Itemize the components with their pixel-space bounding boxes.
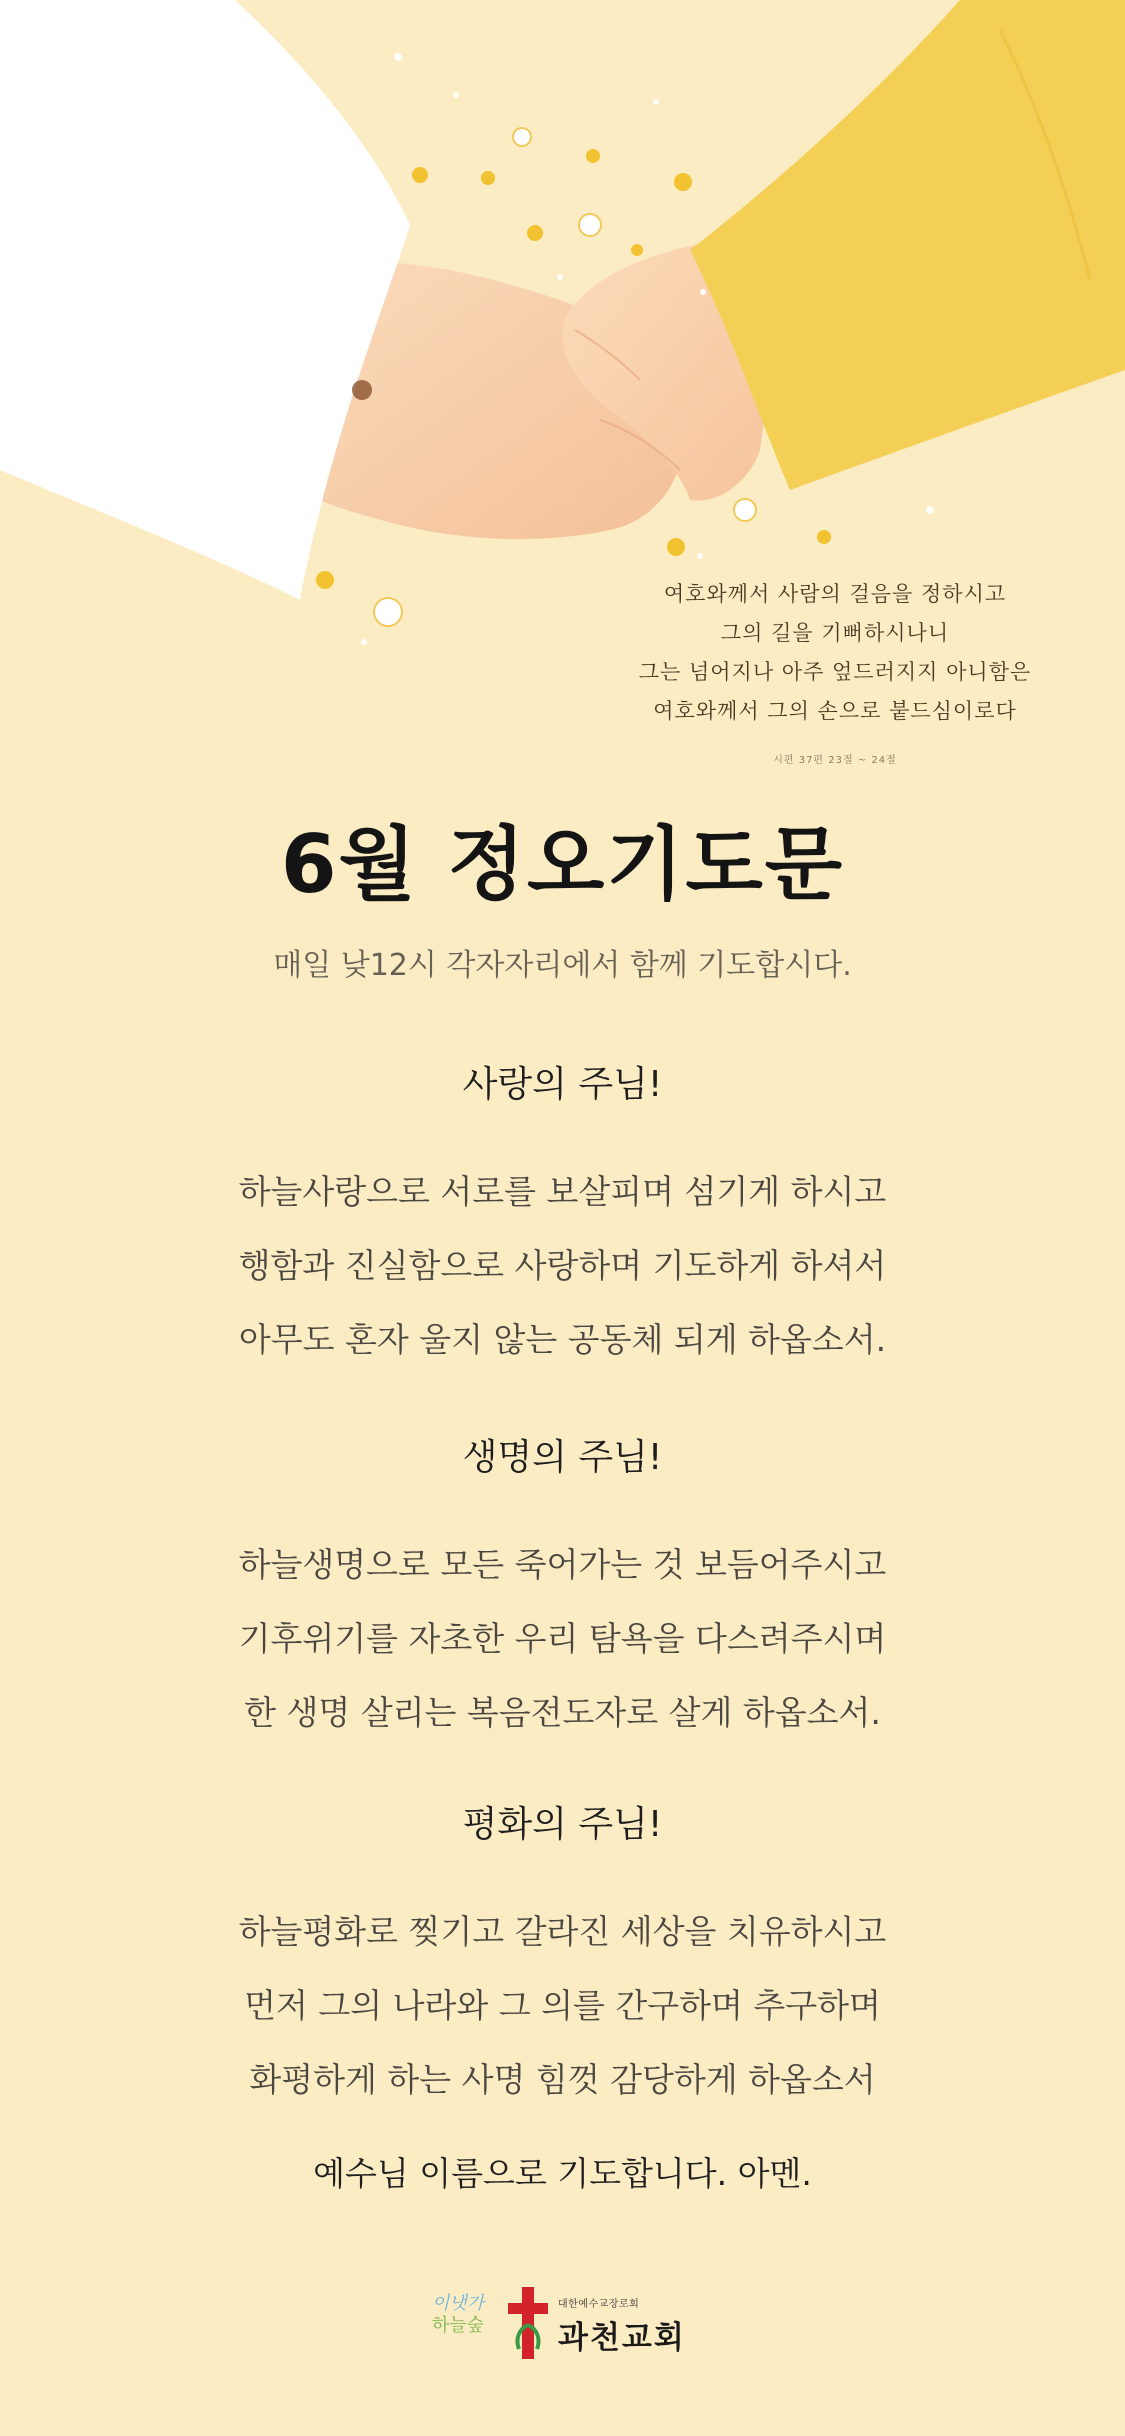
denomination-label: 대한예수교장로회 (558, 2299, 640, 2310)
closing-line: 예수님 이름으로 기도합니다. 아멘. (313, 2154, 812, 2193)
page-title: 6월 정오기도문 (280, 818, 845, 911)
scripture-verse (600, 575, 1070, 766)
prayer-line: 화평하게 하는 사명 힘껏 감당하게 하옵소서 (249, 2060, 876, 2099)
slogan-line-1: 이냇가 (431, 2293, 485, 2314)
page-subtitle: 매일 낮12시 각자자리에서 함께 기도합시다. (273, 948, 852, 983)
verse-line: 여호와께서 그의 손으로 붙드심이로다 (653, 699, 1017, 723)
slogan-line-2: 하늘숲 (431, 2315, 485, 2336)
section-heading: 생명의 주님! (462, 1437, 663, 1478)
verse-line: 그는 넘어지나 아주 엎드러지지 아니함은 (638, 660, 1032, 684)
footer-logos (0, 2285, 1125, 2365)
prayer-section-love (0, 1055, 1125, 1377)
prayer-line: 하늘생명으로 모든 죽어가는 것 보듬어주시고 (238, 1545, 887, 1584)
church-name: 과천교회 (558, 2320, 686, 2356)
prayer-line: 행함과 진실함으로 사랑하며 기도하게 하셔서 (238, 1246, 887, 1285)
verse-line: 여호와께서 사람의 걸음을 정하시고 (663, 582, 1007, 606)
verse-line: 그의 길을 기뻐하시나니 (720, 621, 950, 645)
prayer-section-life (0, 1428, 1125, 1750)
prayer-line: 먼저 그의 나라와 그 의를 간구하며 추구하며 (244, 1986, 881, 2025)
prayer-line: 기후위기를 자초한 우리 탐욕을 다스려주시며 (238, 1619, 887, 1658)
prayer-line: 아무도 혼자 울지 않는 공동체 되게 하옵소서. (238, 1320, 887, 1359)
church-name-logo (558, 2295, 686, 2357)
prayer-line: 한 생명 살리는 복음전도자로 살게 하옵소서. (244, 1693, 881, 1732)
church-cross-icon (505, 2285, 551, 2361)
prayer-line: 하늘사랑으로 서로를 보살피며 섬기게 하시고 (238, 1172, 887, 1211)
verse-reference: 시편 37편 23절 ~ 24절 (773, 755, 897, 766)
prayer-line: 하늘평화로 찢기고 갈라진 세상을 치유하시고 (238, 1912, 887, 1951)
prayer-section-peace (0, 1795, 1125, 2117)
section-heading: 평화의 주님! (462, 1804, 663, 1845)
slogan-logo (418, 2293, 498, 2353)
section-heading: 사랑의 주님! (462, 1064, 663, 1105)
